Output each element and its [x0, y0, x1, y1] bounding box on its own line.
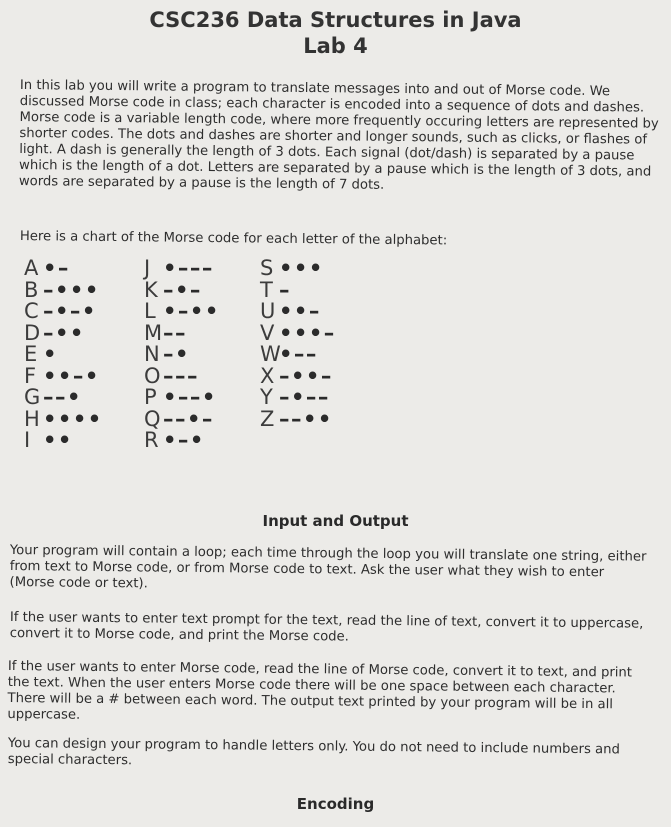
morse-entry [24, 277, 103, 302]
morse-entry [260, 258, 336, 280]
morse-entry [144, 344, 220, 366]
io-paragraph-text-input: If the user wants to enter text prompt for the text, read the line of text, convert it to uppercase, convert it to Morse code, and print the Morse code. [9, 610, 644, 645]
io-paragraph-letters-only: You can design your program to handle letters only. You do not need to include numbers and special characters. [7, 736, 620, 769]
morse-code: •––• [163, 385, 217, 409]
io-paragraph-morse-input: If the user wants to enter Morse code, read the line of Morse code, convert it to text, and print the text. When the user enters Morse code there will be one space between each character. There will be a # between each word. The output text printed by your program will be in all uppercase. [7, 659, 633, 723]
morse-letter: M [144, 320, 164, 345]
morse-letter: X [260, 363, 276, 388]
morse-letter: H [24, 406, 41, 431]
morse-code: ––•• [279, 406, 333, 431]
morse-entry [144, 387, 220, 409]
morse-entry [144, 430, 220, 452]
morse-entry [24, 301, 103, 323]
morse-code: ––• [43, 385, 82, 409]
morse-letter: L [144, 299, 157, 323]
morse-entry [24, 320, 103, 345]
morse-entry [144, 363, 220, 388]
morse-column-1 [24, 258, 103, 452]
morse-letter: B [24, 277, 40, 302]
section-heading-encoding: Encoding [296, 795, 375, 813]
morse-code: •– [43, 256, 70, 280]
morse-code: •–– [279, 342, 318, 366]
morse-letter: G [24, 385, 42, 409]
morse-entry [24, 406, 103, 431]
morse-letter: S [260, 256, 275, 280]
morse-entry [24, 430, 103, 452]
morse-code: –•• [43, 320, 85, 345]
morse-code-chart [24, 258, 384, 498]
morse-entry [260, 387, 336, 409]
morse-entry [260, 301, 336, 323]
morse-letter: T [260, 277, 274, 302]
morse-code: ••• [279, 256, 324, 280]
morse-code: •–• [163, 428, 205, 452]
morse-entry [144, 320, 220, 345]
intro-paragraph: In this lab you will write a program to translate messages into and out of Morse code. We discussed Morse code in class; each character is encoded into a sequence of dots and dashes. Morse code is a variable length code, where more frequently occuring letters are represented by shorter codes. The dots and dashes are shorter and longer sounds, such as clicks, or flashes of light. A dash is generally the length of 3 dots. Each signal (dot/dash) is separated by a pause which is the length of a dot. Letters are separated by a pause which is the length of 3 dots, and words are separated by a pause is the length of 7 dots. [18, 78, 659, 193]
document-title: CSC236 Data Structures in Java [149, 8, 522, 32]
morse-code: –• [163, 342, 190, 366]
morse-code: ––– [163, 363, 199, 388]
morse-letter: N [144, 342, 161, 366]
morse-code: –•–– [279, 385, 330, 409]
morse-column-3 [260, 258, 336, 430]
morse-letter: I [24, 428, 32, 452]
morse-letter: R [144, 428, 160, 452]
morse-code: •••• [43, 406, 103, 431]
morse-code: •–•• [163, 299, 220, 323]
morse-code: • [43, 342, 58, 366]
morse-entry [260, 277, 336, 302]
morse-code: –••– [279, 363, 333, 388]
morse-letter: P [144, 385, 158, 409]
morse-code: –••• [43, 277, 100, 302]
morse-code: •• [43, 428, 73, 452]
morse-entry [144, 277, 220, 302]
morse-entry [260, 406, 336, 431]
morse-entry [260, 363, 336, 388]
morse-letter: W [260, 342, 282, 366]
morse-letter: K [144, 277, 159, 302]
section-heading-input-output: Input and Output [262, 512, 409, 530]
morse-entry [260, 320, 336, 345]
morse-letter: C [24, 299, 40, 323]
morse-entry [24, 363, 103, 388]
morse-letter: A [24, 256, 40, 280]
io-paragraph-loop: Your program will contain a loop; each time through the loop you will translate one string, either from text to Morse code, or from Morse code to text. Ask the user what they wish to enter (Morse code or text). [9, 543, 647, 592]
morse-letter: O [144, 363, 162, 388]
morse-entry [24, 387, 103, 409]
morse-letter: V [260, 320, 276, 345]
morse-code: –•– [163, 277, 202, 302]
morse-entry [24, 258, 103, 280]
morse-letter: E [24, 342, 39, 366]
morse-letter: Z [260, 406, 276, 431]
morse-letter: F [24, 363, 38, 388]
morse-code: •••– [279, 320, 336, 345]
morse-letter: U [260, 299, 277, 323]
morse-entry [144, 301, 220, 323]
morse-letter: D [24, 320, 42, 345]
morse-code: – [279, 277, 291, 302]
morse-entry [260, 344, 336, 366]
morse-entry [144, 258, 220, 280]
morse-code: •––– [163, 256, 214, 280]
morse-code: ••– [279, 299, 321, 323]
morse-letter: Q [144, 406, 162, 431]
morse-code: –– [163, 320, 187, 345]
morse-letter: Y [260, 385, 274, 409]
morse-code: –•–• [43, 299, 97, 323]
morse-entry [24, 344, 103, 366]
morse-code: ••–• [43, 363, 100, 388]
morse-entry [144, 406, 220, 431]
chart-intro-text: Here is a chart of the Morse code for each letter of the alphabet: [19, 229, 448, 249]
morse-letter: J [144, 256, 152, 280]
morse-column-2 [144, 258, 220, 452]
morse-code: ––•– [163, 406, 214, 431]
document-subtitle: Lab 4 [303, 34, 368, 58]
